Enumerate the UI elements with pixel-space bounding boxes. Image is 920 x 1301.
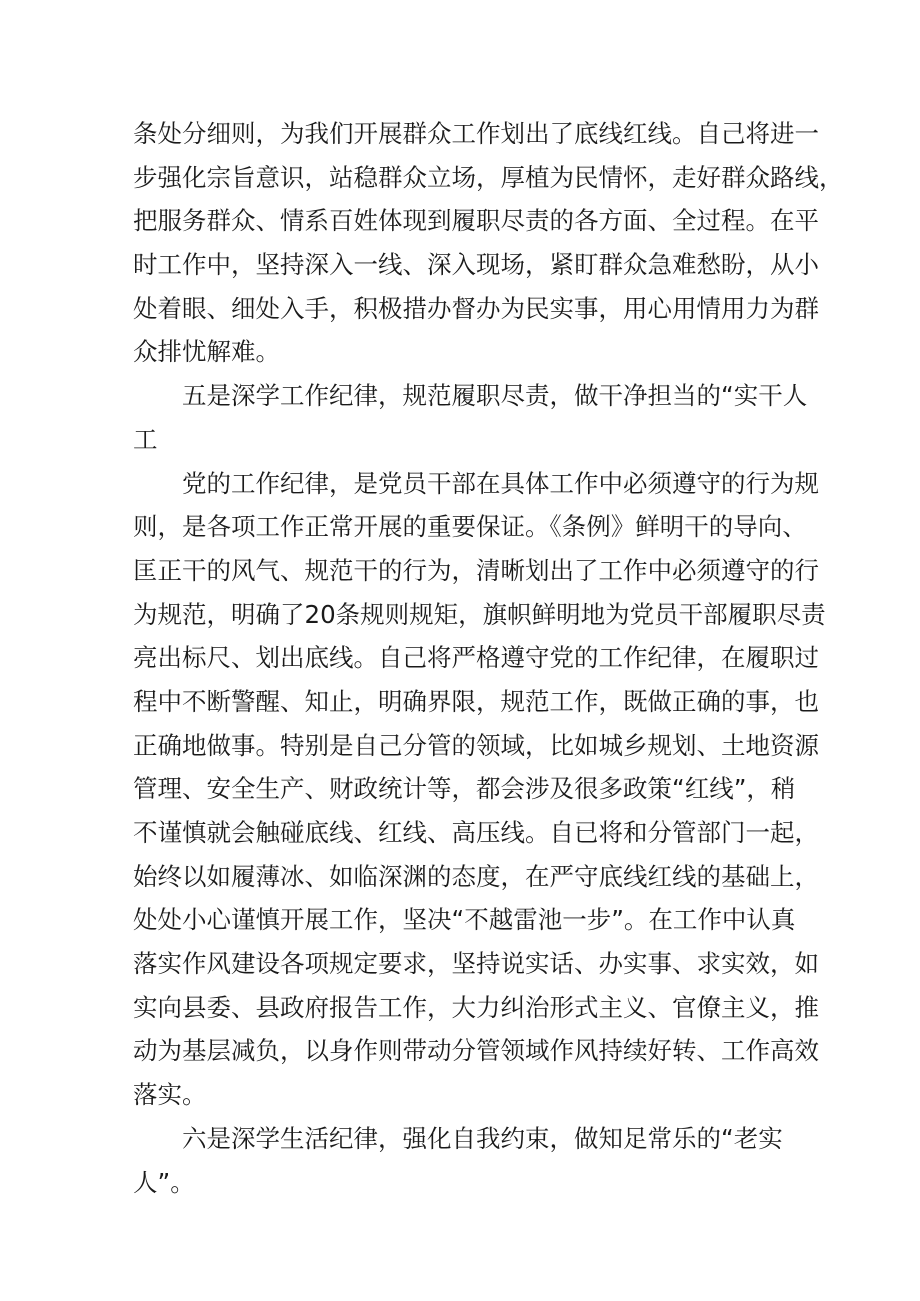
text-line: 动为基层减负，以身作则带动分管领域作风持续好转、工作高效 (133, 1036, 819, 1066)
text-line: 把服务群众、情系百姓体现到履职尽责的各方面、全过程。在平 (133, 206, 819, 236)
text-line: 众排忧解难。 (133, 337, 280, 367)
section-heading-line: 六是深学生活纪律，强化自我约束，做知足常乐的“老实 (182, 1123, 783, 1153)
text-line: 则，是各项工作正常开展的重要保证。《条例》鲜明干的导向、 (133, 512, 807, 542)
text-line: 处着眼、细处入手，积极措办督办为民实事，用心用情用力为群 (133, 293, 819, 323)
text-line: 处处小心谨慎开展工作，坚决“不越雷池一步”。在工作中认真 (133, 905, 796, 935)
text-line: 落实。 (133, 1080, 207, 1110)
text-line: 管理、安全生产、财政统计等，都会涉及很多政策“红线”，稍 (133, 774, 796, 804)
section-heading-line: 人”。 (133, 1167, 195, 1197)
text-line: 时工作中，坚持深入一线、深入现场，紧盯群众急难愁盼，从小 (133, 250, 819, 280)
text-line: 步强化宗旨意识，站稳群众立场，厚植为民情怀，走好群众路线， (133, 162, 844, 192)
text-line: 匡正干的风气、规范干的行为，清晰划出了工作中必须遵守的行 (133, 555, 819, 585)
text-line: 条处分细则，为我们开展群众工作划出了底线红线。自己将进一 (133, 119, 819, 148)
text-line: 程中不断警醒、知止，明确界限，规范工作，既做正确的事，也 (133, 686, 819, 716)
text-line: 实向县委、县政府报告工作，大力纠治形式主义、官僚主义，推 (133, 992, 819, 1022)
text-line: 始终以如履薄冰、如临深渊的态度，在严守底线红线的基础上， (133, 861, 819, 891)
text-line: 落实作风建设各项规定要求，坚持说实话、办实事、求实效，如 (133, 949, 819, 979)
text-line: 为规范，明确了20条规则规矩，旗帜鲜明地为党员干部履职尽责 (133, 599, 826, 629)
paragraph-start-line: 党的工作纪律，是党员干部在具体工作中必须遵守的行为规 (182, 468, 819, 498)
text-line: 亮出标尺、划出底线。自己将严格遵守党的工作纪律，在履职过 (133, 643, 819, 673)
section-heading-line: 工 (133, 424, 158, 454)
document-body-text (133, 112, 844, 1204)
text-line: 正确地做事。特别是自己分管的领域，比如城乡规划、土地资源 (133, 730, 819, 760)
text-line: 不谨慎就会触碰底线、红线、高压线。自已将和分管部门一起， (133, 818, 819, 847)
section-heading-line: 五是深学工作纪律，规范履职尽责，做干净担当的“实干人 (182, 381, 808, 411)
